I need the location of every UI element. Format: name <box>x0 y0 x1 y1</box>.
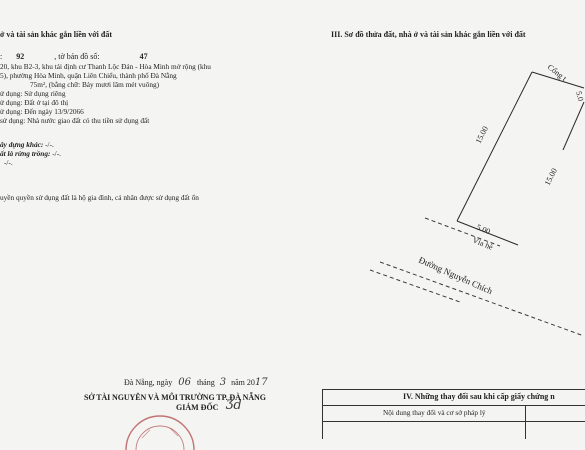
label-sidewalk: Vỉa hè <box>471 235 495 252</box>
changes-content-column-header: Nội dung thay đổi và cơ sở pháp lý <box>383 408 486 417</box>
label-bottom-dim: 5.00 <box>475 222 492 237</box>
label-left-dim: 15.00 <box>473 124 490 145</box>
other-construction-line <box>0 140 54 149</box>
changes-table-column-divider <box>525 405 526 439</box>
map-sheet-label: , tờ bản đồ số: <box>54 52 100 61</box>
other-construction-value: -/-. <box>45 140 54 149</box>
sign-month: 3 <box>219 377 227 388</box>
label-top-dim: 5.0 <box>574 90 585 103</box>
right-section-heading: III. Sơ đồ thửa đất, nhà ở và tài sản khác gắn liền với đất <box>331 30 526 39</box>
left-section-heading: ở và tài sản khác gắn liền với đất <box>0 30 112 39</box>
changes-table <box>322 389 585 439</box>
sign-place-date <box>124 378 268 388</box>
other-construction-label: ây dựng khác: <box>0 140 44 149</box>
land-purpose-line: ử dụng: Đất ở tại đô thị <box>0 98 69 107</box>
usage-form-line: ử dụng: Sử dụng riêng <box>0 89 66 98</box>
address-line-2: 5), phường Hòa Minh, quận Liên Chiểu, thành phố Đà Nẵng <box>0 71 177 80</box>
signature: Ʒd <box>226 398 242 413</box>
land-parcel-diagram <box>330 40 584 300</box>
parcel-left-boundary <box>457 72 532 221</box>
sidewalk-line <box>380 262 584 336</box>
address-line-1: 20, khu B2-3, khu tái định cư Thanh Lộc Đán - Hòa Minh mở rộng (khu <box>0 62 211 71</box>
changes-table-header-row <box>323 405 585 422</box>
director-title: GIÁM ĐỐC <box>176 403 219 412</box>
sign-place: Đà Nẵng, ngày <box>124 378 173 387</box>
note-line: uyền quyền sử dụng đất là hộ gia đình, cá nhân được sử dụng đất ổn <box>0 193 199 202</box>
sign-year: 17 <box>254 377 268 388</box>
sign-day: 06 <box>178 377 191 388</box>
parcel-line <box>0 52 148 62</box>
parcel-prefix: : <box>0 52 3 61</box>
area-line: 75m², (bằng chữ: Bảy mươi lăm mét vuông) <box>30 80 160 89</box>
changes-table-heading: IV. Những thay đổi sau khi cấp giấy chứng n <box>403 392 555 401</box>
parcel-right-boundary <box>563 102 584 150</box>
usage-term-line: ử dụng: Đến ngày 13/9/2066 <box>0 107 84 116</box>
blank-value: -/-. <box>4 158 13 167</box>
parcel-number: 92 <box>16 52 25 61</box>
sign-month-label: tháng <box>196 378 215 387</box>
label-right-dim: 15.00 <box>542 166 559 187</box>
changes-table-heading-row <box>323 390 585 406</box>
department-name: SỞ TÀI NGUYÊN VÀ MÔI TRƯỜNG TP. ĐÀ NẴNG <box>84 393 266 402</box>
land-origin-line: sử dụng: Nhà nước giao đất có thu tiền sử dụng đất <box>0 116 150 125</box>
official-seal-icon <box>120 410 200 450</box>
map-sheet-number: 47 <box>139 52 148 61</box>
sign-year-label: năm 20 <box>231 378 255 387</box>
label-top-edge: Cống t <box>545 62 569 83</box>
production-forest-label: ất là rừng trồng: <box>0 149 51 158</box>
production-forest-line <box>0 149 61 158</box>
label-street: Đường Nguyễn Chích <box>417 254 495 297</box>
production-forest-value: -/-. <box>52 149 61 158</box>
